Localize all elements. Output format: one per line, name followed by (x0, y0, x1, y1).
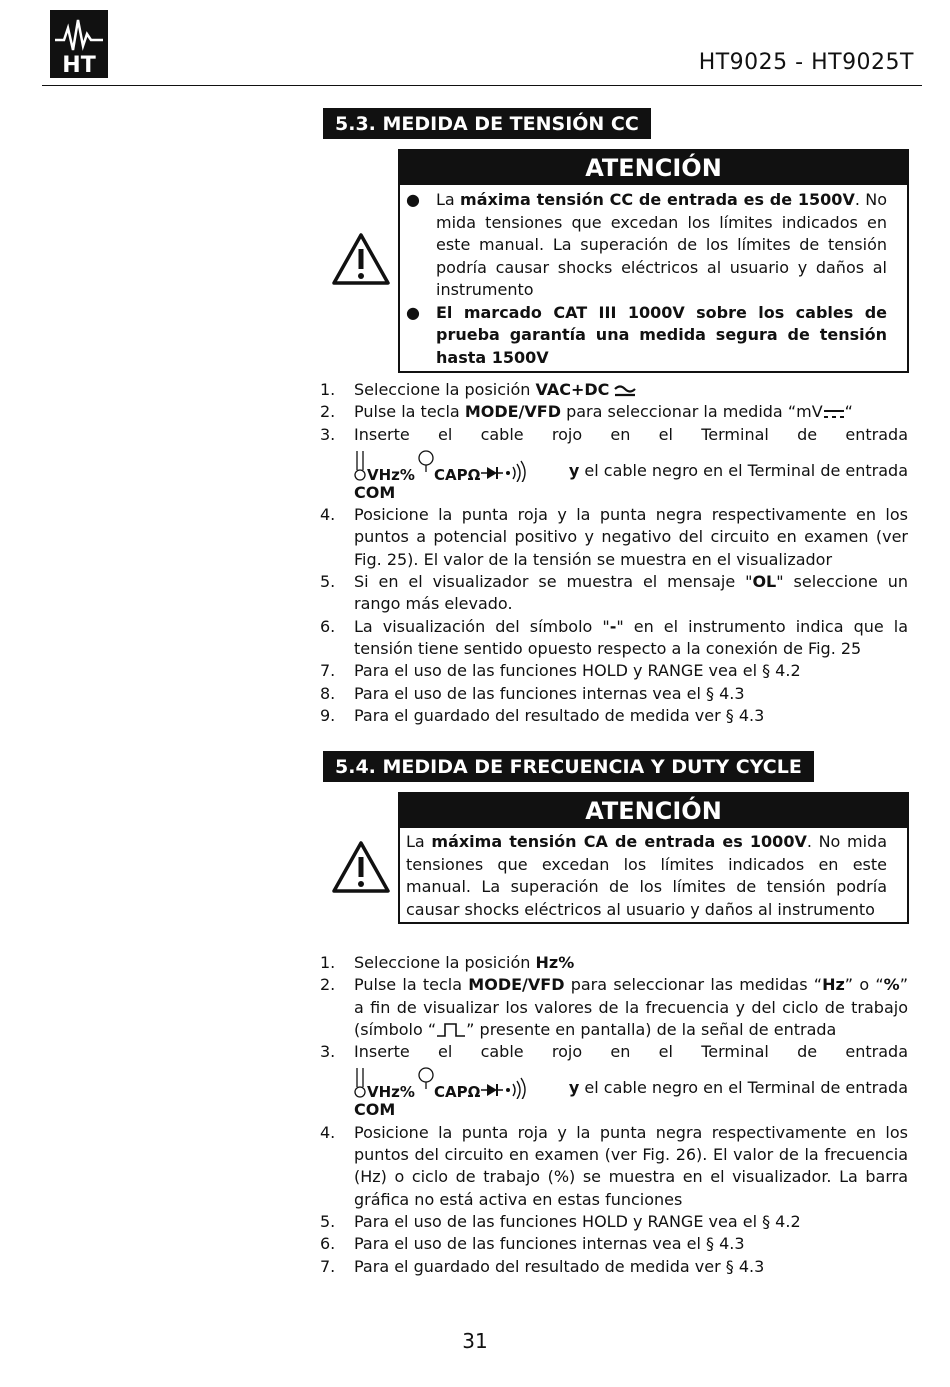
list-item: 7. Para el uso de las funciones HOLD y RANGE vea el § 4.2 (320, 661, 801, 681)
attention-heading: ATENCIÓN (400, 151, 907, 185)
attention-bullet: ● La máxima tensión CC de entrada es de 1500V. No mida tensiones que excedan los límites indicados en este manual. La superación de los límites de tensión podría causar shocks eléctricos al usuario y daños al instrumento (406, 190, 887, 299)
steps-list-dc (320, 379, 908, 727)
svg-text:VHz%: VHz% (367, 465, 415, 482)
section-5-4-title: 5.4. MEDIDA DE FRECUENCIA Y DUTY CYCLE (323, 751, 814, 782)
list-item: 8. Para el uso de las funciones internas vea el § 4.3 (320, 683, 745, 703)
list-item: 3. Inserte el cable rojo en el Terminal de entrada VHz% CAPΩ y el cable negro en el Terminal de entrada COM (320, 424, 908, 502)
attention-box-dc (398, 149, 909, 373)
list-item: 5. Para el uso de las funciones HOLD y RANGE vea el § 4.2 (320, 1211, 801, 1231)
list-item: 1. Seleccione la posición Hz% (320, 953, 575, 972)
attention-bullet: ● El marcado CAT III 1000V sobre los cables de prueba garantía una medida segura de tensión hasta 1500V (406, 302, 887, 367)
duty-cycle-pulse-icon (436, 1022, 466, 1038)
svg-text:VHz%: VHz% (367, 1083, 415, 1100)
list-item: 7. Para el guardado del resultado de medida ver § 4.3 (320, 1256, 765, 1276)
list-item: 6. La visualización del símbolo "-" en el instrumento indica que la tensión tiene sentido opuesto respecto a la conexión de Fig. 25 (320, 616, 908, 658)
warning-triangle-icon (331, 839, 391, 895)
attention-text: La máxima tensión CA de entrada es 1000V. No mida tensiones que excedan los límites indicados en este manual. La superación de los límites de tensión podría causar shocks eléctricos al usuario y daños al instrumento (406, 832, 888, 919)
list-item: 5. Si en el visualizador se muestra el mensaje "OL" seleccione un rango más elevado. (320, 572, 909, 614)
list-item: 3. Inserte el cable rojo en el Terminal de entrada VHz% CAPΩ y el cable negro en el Terminal de entrada COM (320, 1042, 908, 1120)
list-item: 9. Para el guardado del resultado de medida ver § 4.3 (320, 705, 765, 725)
svg-text:HT: HT (62, 53, 96, 78)
page-number: 31 (462, 1329, 488, 1353)
list-item: 1. Seleccione la posición VAC+DC (320, 379, 908, 401)
input-terminal-symbols-icon (354, 448, 539, 482)
attention-box-frequency (398, 792, 909, 924)
input-terminal-symbols-icon (354, 1065, 539, 1099)
header-divider (42, 85, 922, 86)
steps-list-frequency (320, 952, 908, 1278)
document-title: HT9025 - HT9025T (698, 50, 914, 75)
list-item: 4. Posicione la punta roja y la punta negra respectivamente en los puntos a potencial positivo y negativo del circuito en examen (ver Fig. 25). El valor de la tensión se muestra en el visualizador (320, 505, 908, 569)
list-item: 4. Posicione la punta roja y la punta negra respectivamente en los puntos del circuito en examen (ver Fig. 26). El valor de la frecuencia (Hz) o ciclo de trabajo (%) se muestra en el visualizador. La barra gráfica no está activa en estas funciones (320, 1122, 908, 1209)
warning-triangle-icon (331, 231, 391, 287)
list-item: 2. Pulse la tecla MODE/VFD para seleccionar la medida “mV “ (320, 402, 853, 422)
section-5-3-title: 5.3. MEDIDA DE TENSIÓN CC (323, 108, 651, 139)
bullet-icon: ● (406, 190, 420, 209)
ac-dc-symbol-icon (614, 384, 636, 398)
svg-text:CAPΩ: CAPΩ (434, 1083, 481, 1100)
dc-symbol-icon (823, 408, 845, 420)
attention-heading: ATENCIÓN (400, 794, 907, 828)
list-item: 6. Para el uso de las funciones internas vea el § 4.3 (320, 1234, 745, 1254)
ht-logo (50, 10, 108, 78)
list-item: 2. Pulse la tecla MODE/VFD para seleccionar las medidas “Hz” o “%” a fin de visualizar los valores de la frecuencia y del ciclo de trabajo (símbolo “ ” presente en pantalla) de la señal de entrada (320, 975, 908, 1039)
svg-text:CAPΩ: CAPΩ (434, 465, 481, 482)
bullet-icon: ● (406, 302, 420, 322)
